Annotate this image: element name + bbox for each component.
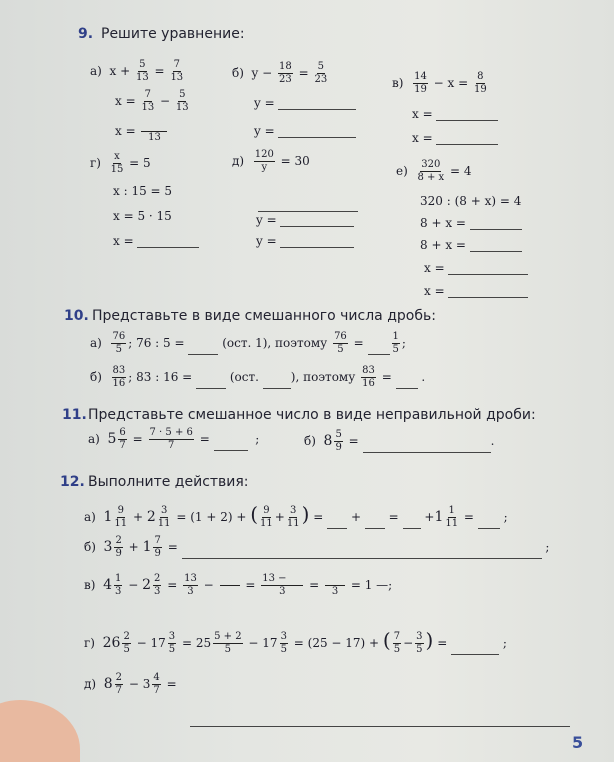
fraction: $\frac{3}{5}$ bbox=[280, 631, 287, 655]
task-9a-line2: x = $\frac{7}{13}$ − $\frac{5}{13}$ bbox=[115, 89, 189, 113]
answer-blank[interactable] bbox=[258, 211, 358, 212]
fraction: $\frac{7}{9}$ bbox=[154, 535, 161, 559]
answer-blank[interactable] bbox=[363, 452, 491, 453]
task-9v-line2: x = bbox=[412, 107, 498, 121]
fraction: $\frac{7}{5}$ bbox=[393, 631, 401, 655]
fraction: $\frac{13 -}{3}$ bbox=[261, 574, 303, 597]
item-label: б) bbox=[232, 66, 244, 80]
task-9e-line3: 8 + x = bbox=[420, 216, 522, 230]
task-9b-line2: y = bbox=[254, 96, 356, 110]
task-9e-line5: x = bbox=[424, 261, 528, 275]
task-9v-line3: x = bbox=[412, 131, 498, 145]
fraction: $\frac{5}{13}$ bbox=[175, 89, 189, 113]
variable: x bbox=[109, 64, 117, 78]
fraction: $\frac{1}{11}$ bbox=[445, 505, 459, 529]
item-label: д) bbox=[84, 677, 97, 691]
answer-blank[interactable] bbox=[214, 450, 248, 451]
fraction: $\frac{120}{y}$ bbox=[254, 149, 274, 173]
answer-blank[interactable] bbox=[436, 120, 498, 121]
operator: + bbox=[120, 64, 131, 78]
task-11-title: Представьте смешанное число в виде неправильной дроби: bbox=[88, 407, 536, 423]
task-9g-line2: x : 15 = 5 bbox=[113, 184, 173, 198]
item-label: а) bbox=[88, 432, 100, 446]
answer-blank[interactable] bbox=[368, 354, 390, 355]
fraction: $\frac{320}{8 + x}$ bbox=[417, 159, 445, 183]
answer-blank[interactable] bbox=[278, 137, 356, 138]
fraction: $\frac{14}{19}$ bbox=[414, 71, 427, 95]
task-9e-line4: 8 + x = bbox=[420, 238, 522, 252]
answer-blank[interactable] bbox=[451, 654, 499, 655]
fraction: $\frac{5 + 2}{5}$ bbox=[214, 631, 242, 655]
fraction: $\frac{18}{23}$ bbox=[279, 61, 292, 85]
task-9g-line4: x = bbox=[113, 234, 199, 248]
item-label: г) bbox=[90, 156, 101, 170]
fraction: $\frac{7 \cdot 5 + 6}{7}$ bbox=[149, 427, 193, 451]
answer-blank[interactable] bbox=[182, 558, 542, 559]
task-9e-line1: е) $\frac{320}{8 + x}$ = 4 bbox=[396, 159, 472, 183]
answer-blank[interactable] bbox=[263, 388, 291, 389]
task-11a: а) 5 $\frac{6}{7}$ = $\frac{7 \cdot 5 + 6}{7}$ = ; bbox=[88, 427, 260, 451]
fraction: $\frac{3}{11}$ bbox=[157, 505, 171, 529]
fraction: $\frac{2}{3}$ bbox=[154, 573, 161, 597]
task-11b: б) 8 $\frac{5}{9}$ = . bbox=[304, 429, 495, 453]
answer-blank[interactable] bbox=[470, 229, 522, 230]
answer-blank[interactable] bbox=[188, 354, 218, 355]
item-label: б) bbox=[84, 540, 96, 554]
fraction: $\frac{83}{16}$ bbox=[112, 365, 126, 389]
answer-blank[interactable] bbox=[196, 388, 226, 389]
fraction: $\frac{83}{16}$ bbox=[362, 365, 375, 389]
task-10-title: Представьте в виде смешанного числа дробь: bbox=[92, 308, 436, 324]
fraction: $\frac{7}{13}$ bbox=[170, 59, 184, 83]
page-number: 5 bbox=[572, 733, 584, 752]
item-label: а) bbox=[90, 64, 102, 78]
fraction: $\frac{8}{19}$ bbox=[473, 71, 487, 95]
answer-blank[interactable] bbox=[478, 528, 500, 529]
task-10b: б) $\frac{83}{16}$ ; 83 : 16 = (ост. ), поэтому $\frac{83}{16}$ = . bbox=[90, 365, 426, 389]
item-label: а) bbox=[90, 336, 102, 350]
fraction: $\frac{13}{3}$ bbox=[184, 573, 197, 597]
answer-blank[interactable] bbox=[280, 247, 354, 248]
answer-blank[interactable] bbox=[137, 247, 199, 248]
fraction: $\frac{2}{5}$ bbox=[123, 631, 130, 655]
task-9g-line3: x = 5 · 15 bbox=[113, 209, 172, 223]
fraction: $\frac{5}{23}$ bbox=[314, 61, 328, 85]
task-9d-line4: y = bbox=[256, 234, 354, 248]
task-12b: б) 3 $\frac{2}{9}$ + 1 $\frac{7}{9}$ = ; bbox=[84, 535, 550, 559]
task-9-title: Решите уравнение: bbox=[101, 26, 245, 42]
task-10-number: 10. bbox=[64, 308, 89, 324]
task-9d-line1: д) $\frac{120}{y}$ = 30 bbox=[232, 149, 310, 173]
fraction: $\frac{9}{11}$ bbox=[114, 505, 128, 529]
task-9e-line6: x = bbox=[424, 284, 528, 298]
answer-blank[interactable] bbox=[365, 528, 385, 529]
answer-blank[interactable] bbox=[403, 528, 421, 529]
fraction: $\frac{2}{9}$ bbox=[115, 535, 122, 559]
item-label: б) bbox=[90, 370, 102, 384]
fraction-blank bbox=[220, 574, 240, 597]
item-label: д) bbox=[232, 154, 245, 168]
task-9d-line3: y = bbox=[256, 213, 354, 227]
task-9b-line3: y = bbox=[254, 124, 356, 138]
thumb bbox=[0, 700, 80, 762]
answer-blank[interactable] bbox=[470, 251, 522, 252]
fraction: $\frac{2}{7}$ bbox=[115, 672, 123, 696]
answer-blank[interactable] bbox=[396, 388, 418, 389]
fraction: $\frac{3}{11}$ bbox=[286, 505, 300, 529]
task-12g: г) 26 $\frac{2}{5}$ − 17 $\frac{3}{5}$ = 25 $\frac{5 + 2}{5}$ − 17 $\frac{3}{5}$ = (25 − 17) + ( $\frac{7}{5}$ − $\frac{3}{5}$ ) = ; bbox=[84, 628, 507, 655]
fraction: $\frac{9}{11}$ bbox=[260, 505, 273, 529]
item-label: б) bbox=[304, 434, 316, 448]
task-12d: д) 8 $\frac{2}{7}$ − 3 $\frac{4}{7}$ = bbox=[84, 672, 177, 696]
task-12-title: Выполните действия: bbox=[88, 474, 249, 490]
answer-blank[interactable] bbox=[448, 274, 528, 275]
item-label: г) bbox=[84, 636, 95, 650]
fraction: $\frac{76}{5}$ bbox=[334, 331, 347, 355]
answer-blank[interactable] bbox=[448, 297, 528, 298]
task-10a: а) $\frac{76}{5}$ ; 76 : 5 = (ост. 1), поэтому $\frac{76}{5}$ = $\frac{1}{5}$ ; bbox=[90, 331, 406, 355]
task-9d-line2 bbox=[258, 193, 358, 212]
answer-blank[interactable] bbox=[436, 144, 498, 145]
fraction: $\frac{76}{5}$ bbox=[112, 331, 126, 355]
task-9a-line1 bbox=[90, 60, 185, 83]
fraction: $\frac{5}{13}$ bbox=[135, 59, 149, 83]
item-label: в) bbox=[392, 76, 404, 90]
answer-blank[interactable] bbox=[278, 109, 356, 110]
task-9e-line2: 320 : (8 + x) = 4 bbox=[420, 194, 522, 208]
fraction: $\frac{4}{7}$ bbox=[153, 672, 160, 696]
fraction: $\frac{3}{5}$ bbox=[168, 631, 176, 655]
fraction-blank-numerator: 3 bbox=[325, 574, 345, 597]
item-label: в) bbox=[84, 578, 96, 592]
task-9b-line1: б) y − $\frac{18}{23}$ = $\frac{5}{23}$ bbox=[232, 61, 328, 85]
operator: = bbox=[154, 64, 165, 78]
fraction-blank-numerator: 13 bbox=[141, 120, 167, 143]
task-11-number: 11. bbox=[62, 407, 87, 423]
fraction: $\frac{3}{5}$ bbox=[416, 631, 423, 655]
fraction: $\frac{5}{9}$ bbox=[335, 429, 342, 453]
answer-blank[interactable] bbox=[280, 226, 354, 227]
task-12a: а) 1 $\frac{9}{11}$ + 2 $\frac{3}{11}$ = (1 + 2) + ( $\frac{9}{11}$ + $\frac{3}{11}$ ) = + = +1 $\frac{1}{11}$ = ; bbox=[84, 502, 508, 529]
answer-blank[interactable] bbox=[327, 528, 347, 529]
fraction: $\frac{1}{5}$ bbox=[392, 331, 399, 355]
task-9g-line1: г) $\frac{x}{15}$ = 5 bbox=[90, 151, 151, 175]
fraction: $\frac{7}{13}$ bbox=[141, 89, 155, 113]
fraction: $\frac{6}{7}$ bbox=[119, 427, 126, 451]
task-9a-line3: x = 13 bbox=[115, 120, 169, 143]
task-12d-answer-line[interactable] bbox=[190, 708, 570, 727]
fraction: $\frac{1}{3}$ bbox=[115, 573, 122, 597]
item-label: а) bbox=[84, 510, 96, 524]
task-9v-line1: в) $\frac{14}{19}$ − x = $\frac{8}{19}$ bbox=[392, 71, 487, 95]
item-label: е) bbox=[396, 164, 408, 178]
task-9-number: 9. bbox=[78, 26, 94, 42]
task-12v: в) 4 $\frac{1}{3}$ − 2 $\frac{2}{3}$ = $\frac{13}{3}$ − = $\frac{13 -}{3}$ = 3 = 1 —; bbox=[84, 573, 393, 597]
task-12-number: 12. bbox=[60, 474, 85, 490]
fraction: $\frac{x}{15}$ bbox=[110, 151, 124, 175]
